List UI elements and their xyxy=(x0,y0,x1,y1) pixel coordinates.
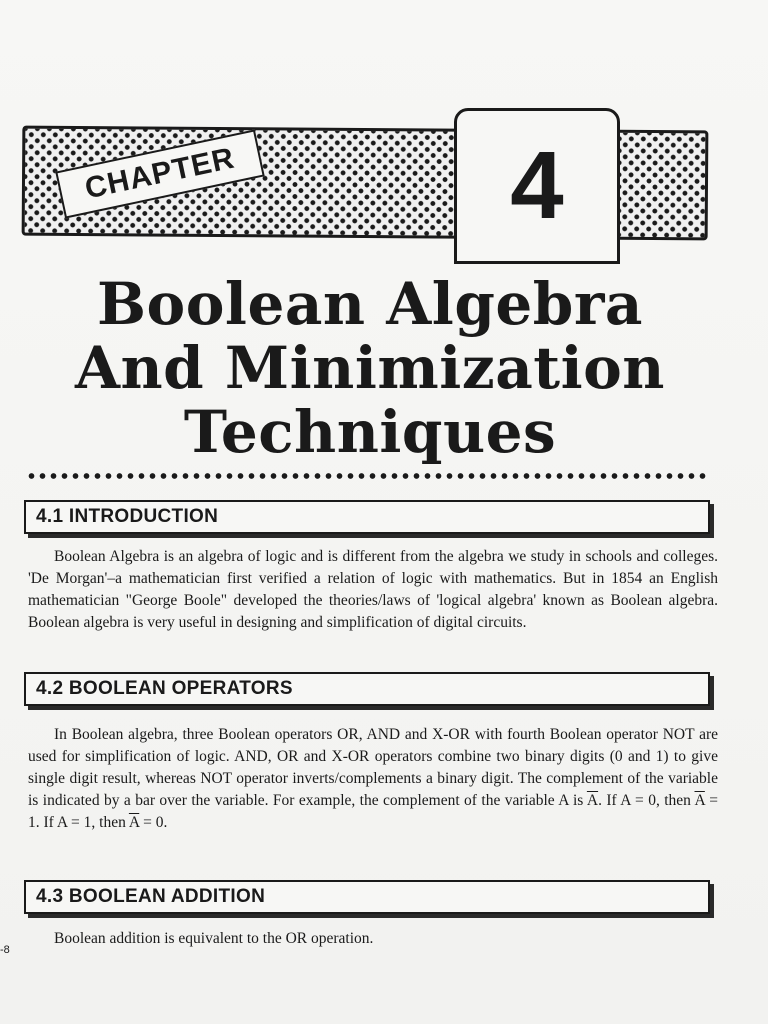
example-text-1: . If A = 0, then xyxy=(598,792,691,809)
dotted-divider xyxy=(26,472,710,480)
chapter-number: 4 xyxy=(454,108,620,264)
complement-a-3: $\overline{A}$ xyxy=(128,814,140,831)
chapter-label: CHAPTER xyxy=(55,129,265,218)
complement-a: $\overline{A}$ xyxy=(586,792,599,809)
section-heading-boolean-operators: 4.2 BOOLEAN OPERATORS xyxy=(24,672,710,706)
section-body-boolean-operators xyxy=(28,724,718,834)
section-heading-introduction: 4.1 INTRODUCTION xyxy=(24,500,710,534)
title-line-3: Techniques xyxy=(183,398,557,466)
page-number-fragment: -8 xyxy=(0,944,10,956)
example-text-3: = 0. xyxy=(143,814,168,831)
example-text-2: = 1. If A = 1, then xyxy=(28,792,719,831)
section-body-boolean-addition xyxy=(28,928,718,950)
intro-text: Boolean Algebra is an algebra of logic and is different from the algebra we study in schools and colleges. 'De Morgan'–a mathematician first verified a relation of logic with mathematics. But in 1854 an English mathematician "George Boole" developed the theories/laws of 'logical algebra' known as Boolean algebra. Boolean algebra is very useful in designing and simplification of digital circuits. xyxy=(28,548,718,631)
operators-text: In Boolean algebra, three Boolean operators OR, AND and X-OR with fourth Boolean operator NOT are used for simplification of logic. AND, OR and X-OR operators combine two binary digits (0 and 1) to give single digit result, whereas NOT operator inverts/complements a binary digit. The complement of the variable is indicated by a bar over the variable. For example, the complement of the variable A is xyxy=(28,726,718,809)
title-line-2: And Minimization xyxy=(75,334,665,402)
addition-text: Boolean addition is equivalent to the OR operation. xyxy=(54,930,374,947)
chapter-title xyxy=(30,272,710,464)
section-heading-boolean-addition: 4.3 BOOLEAN ADDITION xyxy=(24,880,710,914)
title-line-1: Boolean Algebra xyxy=(97,270,643,338)
complement-a-2: $\overline{A}$ xyxy=(694,792,705,809)
section-body-introduction xyxy=(28,546,718,634)
